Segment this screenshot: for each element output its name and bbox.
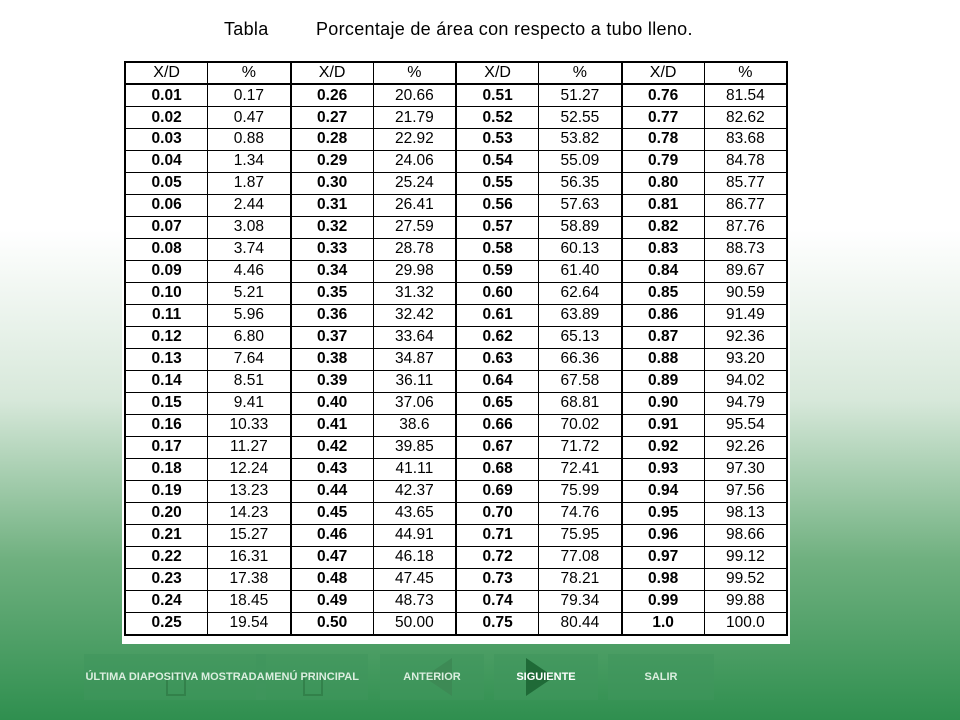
percent-cell: 48.73 <box>373 590 456 612</box>
percent-cell: 13.23 <box>208 480 291 502</box>
header-pct-4: % <box>704 62 787 84</box>
xd-cell: 0.92 <box>622 436 705 458</box>
percent-cell: 83.68 <box>704 129 787 151</box>
xd-cell: 0.38 <box>291 348 374 370</box>
percent-cell: 94.79 <box>704 392 787 414</box>
percent-cell: 32.42 <box>373 304 456 326</box>
percent-cell: 20.66 <box>373 84 456 107</box>
xd-cell: 0.14 <box>125 370 208 392</box>
percent-cell: 63.89 <box>539 304 622 326</box>
xd-cell: 0.68 <box>456 458 539 480</box>
percent-cell: 51.27 <box>539 84 622 107</box>
xd-cell: 0.48 <box>291 568 374 590</box>
percent-cell: 3.08 <box>208 216 291 238</box>
xd-cell: 0.28 <box>291 129 374 151</box>
percent-cell: 93.20 <box>704 348 787 370</box>
percent-cell: 8.51 <box>208 370 291 392</box>
xd-cell: 0.55 <box>456 172 539 194</box>
xd-cell: 0.93 <box>622 458 705 480</box>
percent-cell: 44.91 <box>373 524 456 546</box>
xd-cell: 0.90 <box>622 392 705 414</box>
percent-cell: 65.13 <box>539 326 622 348</box>
header-xd-1: X/D <box>125 62 208 84</box>
percent-cell: 7.64 <box>208 348 291 370</box>
xd-cell: 0.87 <box>622 326 705 348</box>
xd-cell: 0.46 <box>291 524 374 546</box>
table-row <box>125 568 787 590</box>
percent-cell: 52.55 <box>539 107 622 129</box>
xd-cell: 0.65 <box>456 392 539 414</box>
xd-cell: 0.05 <box>125 172 208 194</box>
header-pct-3: % <box>539 62 622 84</box>
xd-cell: 0.86 <box>622 304 705 326</box>
xd-cell: 0.20 <box>125 502 208 524</box>
percent-cell: 5.21 <box>208 282 291 304</box>
header-xd-2: X/D <box>291 62 374 84</box>
table-row <box>125 107 787 129</box>
percent-cell: 89.67 <box>704 260 787 282</box>
xd-cell: 0.81 <box>622 194 705 216</box>
percent-cell: 95.54 <box>704 414 787 436</box>
xd-cell: 0.61 <box>456 304 539 326</box>
percent-cell: 16.31 <box>208 546 291 568</box>
xd-cell: 0.22 <box>125 546 208 568</box>
percent-cell: 92.36 <box>704 326 787 348</box>
percent-cell: 28.78 <box>373 238 456 260</box>
xd-cell: 0.13 <box>125 348 208 370</box>
percent-cell: 53.82 <box>539 129 622 151</box>
xd-cell: 0.66 <box>456 414 539 436</box>
percent-cell: 90.59 <box>704 282 787 304</box>
percent-cell: 46.18 <box>373 546 456 568</box>
percent-cell: 15.27 <box>208 524 291 546</box>
xd-cell: 0.40 <box>291 392 374 414</box>
percent-cell: 98.13 <box>704 502 787 524</box>
percent-cell: 60.13 <box>539 238 622 260</box>
xd-cell: 0.63 <box>456 348 539 370</box>
percent-cell: 18.45 <box>208 590 291 612</box>
percent-cell: 0.47 <box>208 107 291 129</box>
next-button[interactable] <box>494 654 598 700</box>
exit-label: SALIR <box>644 670 678 683</box>
xd-cell: 0.97 <box>622 546 705 568</box>
xd-cell: 0.77 <box>622 107 705 129</box>
percent-cell: 57.63 <box>539 194 622 216</box>
xd-cell: 0.27 <box>291 107 374 129</box>
main-menu-button[interactable] <box>256 654 368 700</box>
percent-cell: 94.02 <box>704 370 787 392</box>
percent-cell: 10.33 <box>208 414 291 436</box>
xd-cell: 0.60 <box>456 282 539 304</box>
xd-cell: 0.67 <box>456 436 539 458</box>
percent-cell: 84.78 <box>704 150 787 172</box>
percent-cell: 41.11 <box>373 458 456 480</box>
percent-cell: 4.46 <box>208 260 291 282</box>
percent-cell: 47.45 <box>373 568 456 590</box>
next-label: SIGUIENTE <box>516 670 576 683</box>
xd-cell: 0.45 <box>291 502 374 524</box>
xd-cell: 0.44 <box>291 480 374 502</box>
table-row <box>125 590 787 612</box>
percent-cell: 58.89 <box>539 216 622 238</box>
percent-cell: 1.87 <box>208 172 291 194</box>
last-slide-button[interactable] <box>84 654 266 700</box>
xd-cell: 0.80 <box>622 172 705 194</box>
percent-cell: 50.00 <box>373 612 456 635</box>
percent-cell: 1.34 <box>208 150 291 172</box>
percent-cell: 79.34 <box>539 590 622 612</box>
percent-cell: 11.27 <box>208 436 291 458</box>
percent-cell: 22.92 <box>373 129 456 151</box>
xd-cell: 0.47 <box>291 546 374 568</box>
header-pct-1: % <box>208 62 291 84</box>
xd-cell: 0.75 <box>456 612 539 635</box>
xd-cell: 0.59 <box>456 260 539 282</box>
xd-cell: 0.23 <box>125 568 208 590</box>
percent-cell: 67.58 <box>539 370 622 392</box>
xd-cell: 0.37 <box>291 326 374 348</box>
xd-cell: 0.18 <box>125 458 208 480</box>
main-menu-label: MENÚ PRINCIPAL <box>265 670 359 683</box>
xd-cell: 0.94 <box>622 480 705 502</box>
navigation-bar <box>0 654 960 700</box>
percent-cell: 12.24 <box>208 458 291 480</box>
xd-cell: 0.03 <box>125 129 208 151</box>
percent-cell: 39.85 <box>373 436 456 458</box>
percent-cell: 43.65 <box>373 502 456 524</box>
percent-cell: 26.41 <box>373 194 456 216</box>
percentage-table <box>124 61 788 636</box>
table-row <box>125 260 787 282</box>
xd-cell: 0.21 <box>125 524 208 546</box>
percent-cell: 85.77 <box>704 172 787 194</box>
percent-cell: 99.12 <box>704 546 787 568</box>
percent-cell: 17.38 <box>208 568 291 590</box>
xd-cell: 0.64 <box>456 370 539 392</box>
xd-cell: 0.69 <box>456 480 539 502</box>
percent-cell: 86.77 <box>704 194 787 216</box>
xd-cell: 0.99 <box>622 590 705 612</box>
xd-cell: 0.35 <box>291 282 374 304</box>
xd-cell: 0.89 <box>622 370 705 392</box>
table-row <box>125 348 787 370</box>
xd-cell: 0.15 <box>125 392 208 414</box>
percent-cell: 37.06 <box>373 392 456 414</box>
percent-cell: 97.56 <box>704 480 787 502</box>
percent-cell: 38.6 <box>373 414 456 436</box>
percent-cell: 19.54 <box>208 612 291 635</box>
xd-cell: 0.41 <box>291 414 374 436</box>
percent-cell: 71.72 <box>539 436 622 458</box>
percent-cell: 99.88 <box>704 590 787 612</box>
xd-cell: 0.84 <box>622 260 705 282</box>
table-row <box>125 414 787 436</box>
xd-cell: 0.39 <box>291 370 374 392</box>
xd-cell: 0.96 <box>622 524 705 546</box>
percent-cell: 88.73 <box>704 238 787 260</box>
xd-cell: 0.01 <box>125 84 208 107</box>
percent-cell: 62.64 <box>539 282 622 304</box>
xd-cell: 0.33 <box>291 238 374 260</box>
xd-cell: 0.79 <box>622 150 705 172</box>
table-row <box>125 172 787 194</box>
xd-cell: 0.52 <box>456 107 539 129</box>
xd-cell: 0.78 <box>622 129 705 151</box>
table-row <box>125 238 787 260</box>
xd-cell: 0.58 <box>456 238 539 260</box>
percent-cell: 42.37 <box>373 480 456 502</box>
percent-cell: 56.35 <box>539 172 622 194</box>
xd-cell: 0.98 <box>622 568 705 590</box>
title-label: Tabla <box>224 19 269 39</box>
table-row <box>125 612 787 635</box>
table-row <box>125 150 787 172</box>
xd-cell: 0.51 <box>456 84 539 107</box>
percent-cell: 68.81 <box>539 392 622 414</box>
xd-cell: 0.26 <box>291 84 374 107</box>
xd-cell: 0.53 <box>456 129 539 151</box>
xd-cell: 0.31 <box>291 194 374 216</box>
header-xd-3: X/D <box>456 62 539 84</box>
xd-cell: 0.19 <box>125 480 208 502</box>
percent-cell: 81.54 <box>704 84 787 107</box>
xd-cell: 0.16 <box>125 414 208 436</box>
percent-cell: 82.62 <box>704 107 787 129</box>
table-row <box>125 546 787 568</box>
percent-cell: 9.41 <box>208 392 291 414</box>
table-header-row <box>125 62 787 84</box>
xd-cell: 0.57 <box>456 216 539 238</box>
exit-button[interactable] <box>608 654 714 700</box>
percent-cell: 6.80 <box>208 326 291 348</box>
percent-cell: 29.98 <box>373 260 456 282</box>
table-row <box>125 282 787 304</box>
percent-cell: 0.17 <box>208 84 291 107</box>
table-row <box>125 524 787 546</box>
percent-cell: 34.87 <box>373 348 456 370</box>
xd-cell: 0.25 <box>125 612 208 635</box>
xd-cell: 0.56 <box>456 194 539 216</box>
xd-cell: 0.70 <box>456 502 539 524</box>
table-row <box>125 216 787 238</box>
percent-cell: 91.49 <box>704 304 787 326</box>
xd-cell: 0.71 <box>456 524 539 546</box>
xd-cell: 0.07 <box>125 216 208 238</box>
xd-cell: 0.95 <box>622 502 705 524</box>
percent-cell: 5.96 <box>208 304 291 326</box>
xd-cell: 0.30 <box>291 172 374 194</box>
xd-cell: 0.43 <box>291 458 374 480</box>
percent-cell: 2.44 <box>208 194 291 216</box>
table-row <box>125 194 787 216</box>
percent-cell: 78.21 <box>539 568 622 590</box>
percent-cell: 77.08 <box>539 546 622 568</box>
table-row <box>125 129 787 151</box>
percent-cell: 55.09 <box>539 150 622 172</box>
percent-cell: 100.0 <box>704 612 787 635</box>
previous-label: ANTERIOR <box>403 670 461 683</box>
percent-cell: 36.11 <box>373 370 456 392</box>
percent-cell: 74.76 <box>539 502 622 524</box>
table-row <box>125 304 787 326</box>
xd-cell: 0.04 <box>125 150 208 172</box>
xd-cell: 0.24 <box>125 590 208 612</box>
xd-cell: 0.82 <box>622 216 705 238</box>
xd-cell: 0.02 <box>125 107 208 129</box>
percent-cell: 66.36 <box>539 348 622 370</box>
table-row <box>125 84 787 107</box>
xd-cell: 0.09 <box>125 260 208 282</box>
xd-cell: 0.62 <box>456 326 539 348</box>
table-body <box>125 84 787 635</box>
xd-cell: 0.29 <box>291 150 374 172</box>
percent-cell: 24.06 <box>373 150 456 172</box>
percent-cell: 0.88 <box>208 129 291 151</box>
xd-cell: 0.91 <box>622 414 705 436</box>
percent-cell: 99.52 <box>704 568 787 590</box>
percent-cell: 75.99 <box>539 480 622 502</box>
percent-cell: 92.26 <box>704 436 787 458</box>
xd-cell: 0.76 <box>622 84 705 107</box>
table-row <box>125 392 787 414</box>
percent-cell: 14.23 <box>208 502 291 524</box>
xd-cell: 1.0 <box>622 612 705 635</box>
xd-cell: 0.17 <box>125 436 208 458</box>
page-title: Porcentaje de área con respecto a tubo lleno. <box>316 19 693 39</box>
xd-cell: 0.06 <box>125 194 208 216</box>
xd-cell: 0.85 <box>622 282 705 304</box>
xd-cell: 0.50 <box>291 612 374 635</box>
xd-cell: 0.12 <box>125 326 208 348</box>
percent-cell: 61.40 <box>539 260 622 282</box>
xd-cell: 0.73 <box>456 568 539 590</box>
percent-cell: 70.02 <box>539 414 622 436</box>
table-row <box>125 326 787 348</box>
xd-cell: 0.74 <box>456 590 539 612</box>
table-row <box>125 502 787 524</box>
percent-cell: 3.74 <box>208 238 291 260</box>
percent-cell: 75.95 <box>539 524 622 546</box>
percent-cell: 21.79 <box>373 107 456 129</box>
xd-cell: 0.36 <box>291 304 374 326</box>
xd-cell: 0.88 <box>622 348 705 370</box>
xd-cell: 0.42 <box>291 436 374 458</box>
xd-cell: 0.83 <box>622 238 705 260</box>
percent-cell: 25.24 <box>373 172 456 194</box>
xd-cell: 0.34 <box>291 260 374 282</box>
table-row <box>125 436 787 458</box>
percent-cell: 27.59 <box>373 216 456 238</box>
xd-cell: 0.10 <box>125 282 208 304</box>
xd-cell: 0.08 <box>125 238 208 260</box>
table-row <box>125 458 787 480</box>
table-row <box>125 480 787 502</box>
percent-cell: 31.32 <box>373 282 456 304</box>
xd-cell: 0.32 <box>291 216 374 238</box>
xd-cell: 0.11 <box>125 304 208 326</box>
xd-cell: 0.49 <box>291 590 374 612</box>
header-pct-2: % <box>373 62 456 84</box>
previous-button[interactable] <box>380 654 484 700</box>
percent-cell: 80.44 <box>539 612 622 635</box>
xd-cell: 0.54 <box>456 150 539 172</box>
percent-cell: 87.76 <box>704 216 787 238</box>
percent-cell: 98.66 <box>704 524 787 546</box>
header-xd-4: X/D <box>622 62 705 84</box>
percent-cell: 72.41 <box>539 458 622 480</box>
xd-cell: 0.72 <box>456 546 539 568</box>
last-slide-label: ÚLTIMA DIAPOSITIVA MOSTRADA <box>85 670 265 683</box>
table-row <box>125 370 787 392</box>
percent-cell: 33.64 <box>373 326 456 348</box>
percent-cell: 97.30 <box>704 458 787 480</box>
